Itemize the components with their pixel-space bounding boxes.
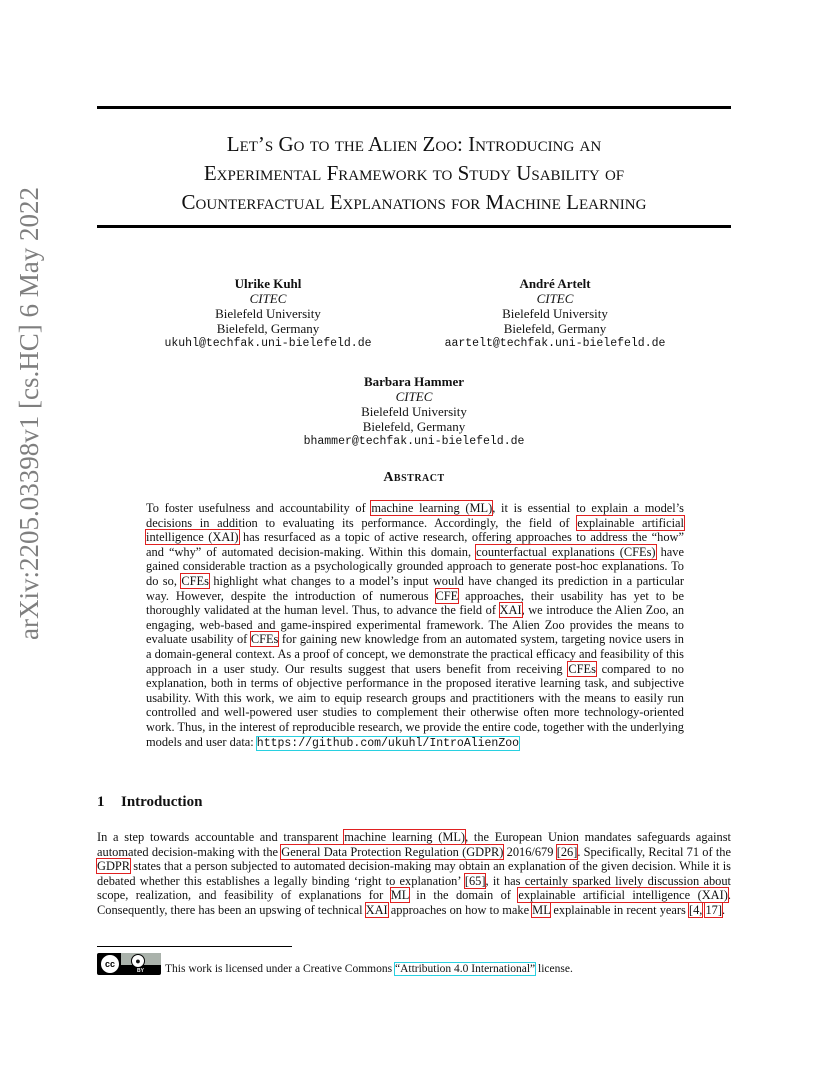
glossary-link[interactable]: explainable artificial intelligence (XAI) [518,888,728,903]
text-span: This work is licensed under a Creative Commons [165,963,395,975]
section-title: Introduction [121,794,203,810]
author-block [445,276,666,351]
text-span: highlight what changes to a model’s input would have changed its prediction in a particular way. However, despite the introduction of numerous [146,573,684,603]
title-bottom-rule [97,225,731,228]
citation-link[interactable]: [26] [556,844,578,859]
abstract-heading: Abstract [383,470,445,485]
glossary-link[interactable]: CFEs [181,573,209,588]
author-name: Barbara Hammer [363,374,464,389]
section-heading [97,794,202,811]
author-location: Bielefeld, Germany [503,321,607,336]
text-span: . Consequently, there has been an upswing of technical [97,888,731,917]
attribution-person-icon: ● [131,954,145,968]
text-span: compared to no explanation, both in terms of objective performance in the proposed iterative learning task, and subjective usability. With this work, we aim to equip research groups and practitioners with the means to easily run controlled and well-powered user studies to complement their otherwise often more technology-oriented work. Thus, in the interest of reproducible research, we provide the entire code, together with the underlying models and user data: [146,661,684,749]
title-line: Counterfactual Explanations for Machine Learning [181,190,647,214]
title-top-rule [97,106,731,109]
text-span: for gaining new knowledge from an automated system, targeting novice users in a domain-general context. As a proof of concept, we demonstrate the practical efficacy and feasibility of this approach in a user study. Our results suggest that users benefit from receiving [146,632,684,676]
author-affiliation: CITEC [536,291,574,306]
citation-link[interactable]: 17] [705,902,723,917]
glossary-link[interactable]: CFEs [250,632,279,647]
text-span: . [722,902,726,917]
author-location: Bielefeld, Germany [362,419,466,434]
abstract-text [146,501,684,751]
author-email[interactable]: aartelt@techfak.uni-bielefeld.de [444,337,666,350]
author-name: André Artelt [519,276,591,291]
text-span: , it is essential to explain a model’s decisions in addition to evaluating its performance. Accordingly, the field of [146,501,684,530]
text-span: , we introduce the Alien Zoo, an engaging, web-based and game-inspired experimental framework. The Alien Zoo provides the means to evaluate usability of [146,603,685,647]
glossary-link[interactable]: XAI [365,902,388,917]
author-block [164,276,371,351]
text-span: , the European Union mandates safeguards against automated decision-making with the [97,830,731,859]
text-span: To foster usefulness and accountability of [146,501,372,515]
glossary-link[interactable]: machine learning (ML) [371,501,493,515]
title-line: Let’s Go to the Alien Zoo: Introducing an [226,132,602,156]
glossary-link[interactable]: explainable artificial intelligence (XAI) [146,515,685,545]
arxiv-identifier: arXiv:2205.03398v1 [cs.HC] 6 May 2022 [14,187,44,640]
license-text [165,963,573,975]
author-university: Bielefeld University [215,306,321,321]
paper-title [97,130,731,217]
glossary-link[interactable]: ML [390,888,409,903]
author-location: Bielefeld, Germany [216,321,320,336]
author-university: Bielefeld University [361,404,467,419]
citation-link[interactable]: [4, [688,902,703,917]
cc-icon: cc [100,954,120,974]
glossary-link[interactable]: machine learning (ML) [344,830,466,844]
author-university: Bielefeld University [502,306,608,321]
author-block [304,374,525,449]
glossary-link[interactable]: CFE [435,588,459,603]
text-span: have gained considerable traction as a psychologically grounded approach to generate post-hoc explanations. To do so, [146,544,684,588]
by-label: BY [137,968,144,974]
author-name: Ulrike Kuhl [234,276,302,291]
glossary-link[interactable]: General Data Protection Regulation (GDPR) [281,844,504,859]
cc-by-badge-icon[interactable] [97,953,161,975]
text-span: states that a person subjected to automated decision-making may obtain an explanation of the given decision. While it is debated whether this establishes a legally binding ‘right to explanation’ [97,859,731,888]
section-number: 1 [97,794,105,810]
glossary-link[interactable]: counterfactual explanations (CFEs) [476,544,656,559]
author-email[interactable]: ukuhl@techfak.uni-bielefeld.de [164,337,372,350]
code-url-link[interactable]: https://github.com/ukuhl/IntroAlienZoo [256,736,520,750]
glossary-link[interactable]: XAI [499,603,522,618]
license-footnote [97,953,573,975]
text-span: In a step towards accountable and transparent [97,830,345,844]
author-email[interactable]: bhammer@techfak.uni-bielefeld.de [303,435,525,448]
title-line: Experimental Framework to Study Usability of [203,161,625,185]
text-span: explainable in recent years [550,902,689,917]
text-span: approaches, their usability has yet to be thoroughly validated at the human level. Thus, to advance the field of [146,588,684,618]
footnote-rule [97,946,292,947]
license-link[interactable]: “Attribution 4.0 International” [394,963,536,975]
text-span: in the domain of [408,888,519,903]
glossary-link[interactable]: ML [532,902,551,917]
text-span: license. [535,963,573,975]
text-span: has resurfaced as a topic of active research, offering approaches to address the “how” and “why” of automated decision-making. Within this domain, [146,530,684,559]
glossary-link[interactable]: CFEs [568,661,596,676]
text-span: approaches on how to make [387,902,533,917]
text-span: , it has certainly sparked lively discussion about scope, realization, and feasibility of explanations for [97,873,731,903]
glossary-link[interactable]: GDPR [97,859,131,874]
author-affiliation: CITEC [249,291,287,306]
intro-paragraph [97,830,731,918]
author-affiliation: CITEC [395,389,433,404]
text-span: 2016/679 [503,844,557,859]
text-span: . Specifically, Recital 71 of the [577,844,731,859]
citation-link[interactable]: [65] [464,873,486,888]
